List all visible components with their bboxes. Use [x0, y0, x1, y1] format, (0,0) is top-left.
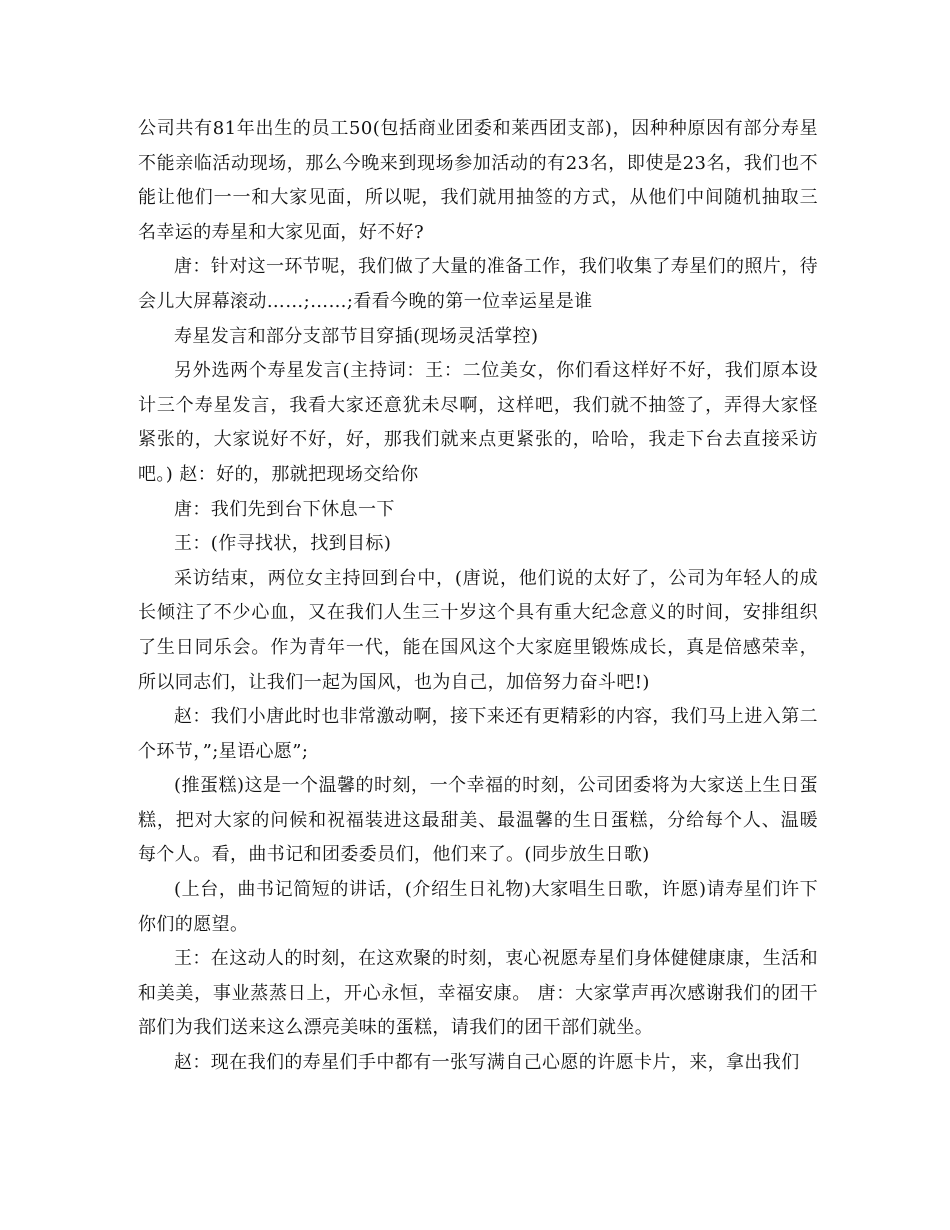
paragraph-7: 采访结束，两位女主持回到台中，(唐说，他们说的太好了，公司为年轻人的成长倾注了不少心血，又在我们人生三十岁这个具有重大纪念意义的时间，安排组织了生日同乐会。作为青年一代，能在国风这个大家庭里锻炼成长，真是倍感荣幸，所以同志们，让我们一起为国风，也为自己，加倍努力奋斗吧!) — [138, 567, 818, 693]
paragraph-12: 赵：现在我们的寿星们手中都有一张写满自己心愿的许愿卡片，来，拿出我们 — [174, 1052, 800, 1074]
paragraph-5: 唐：我们先到台下休息一下 — [174, 498, 395, 520]
paragraph-9: (推蛋糕)这是一个温馨的时刻，一个幸福的时刻，公司团委将为大家送上生日蛋糕，把对大家的问候和祝福装进这最甜美、最温馨的生日蛋糕，分给每个人、温暖每个人。看，曲书记和团委委员们，他们来了。(同步放生日歌) — [138, 775, 818, 866]
paragraph-1: 公司共有81年出生的员工50(包括商业团委和莱西团支部)，因种种原因有部分寿星不能亲临活动现场，那么今晚来到现场参加活动的有23名，即使是23名，我们也不能让他们一一和大家见面，所以呢，我们就用抽签的方式，从他们中间随机抽取三名幸运的寿星和大家见面，好不好? — [138, 118, 818, 243]
paragraph-11: 王：在这动人的时刻，在这欢聚的时刻，衷心祝愿寿星们身体健健康康，生活和和美美，事业蒸蒸日上，开心永恒，幸福安康。 唐：大家掌声再次感谢我们的团干部们为我们送来这么漂亮美味的蛋糕，请我们的团干部们就坐。 — [138, 948, 818, 1039]
paragraph-4: 另外选两个寿星发言(主持词：王：二位美女，你们看这样好不好，我们原本设计三个寿星发言，我看大家还意犹未尽啊，这样吧，我们就不抽签了，弄得大家怪紧张的，大家说好不好，好，那我们就来点更紧张的，哈哈，我走下台去直接采访吧。) 赵：好的，那就把现场交给你 — [138, 360, 818, 485]
paragraph-3: 寿星发言和部分支部节目穿插(现场灵活掌控) — [174, 325, 539, 347]
document-body — [138, 112, 818, 1081]
paragraph-2: 唐：针对这一环节呢，我们做了大量的准备工作，我们收集了寿星们的照片，待会儿大屏幕滚动……;……;看看今晚的第一位幸运星是谁 — [138, 256, 818, 312]
paragraph-8: 赵：我们小唐此时也非常激动啊，接下来还有更精彩的内容，我们马上进入第二个环节，”;星语心愿”; — [138, 706, 818, 762]
paragraph-10: (上台，曲书记简短的讲话，(介绍生日礼物)大家唱生日歌，许愿)请寿星们许下你们的愿望。 — [138, 879, 818, 935]
paragraph-6: 王：(作寻找状，找到目标) — [174, 533, 392, 555]
